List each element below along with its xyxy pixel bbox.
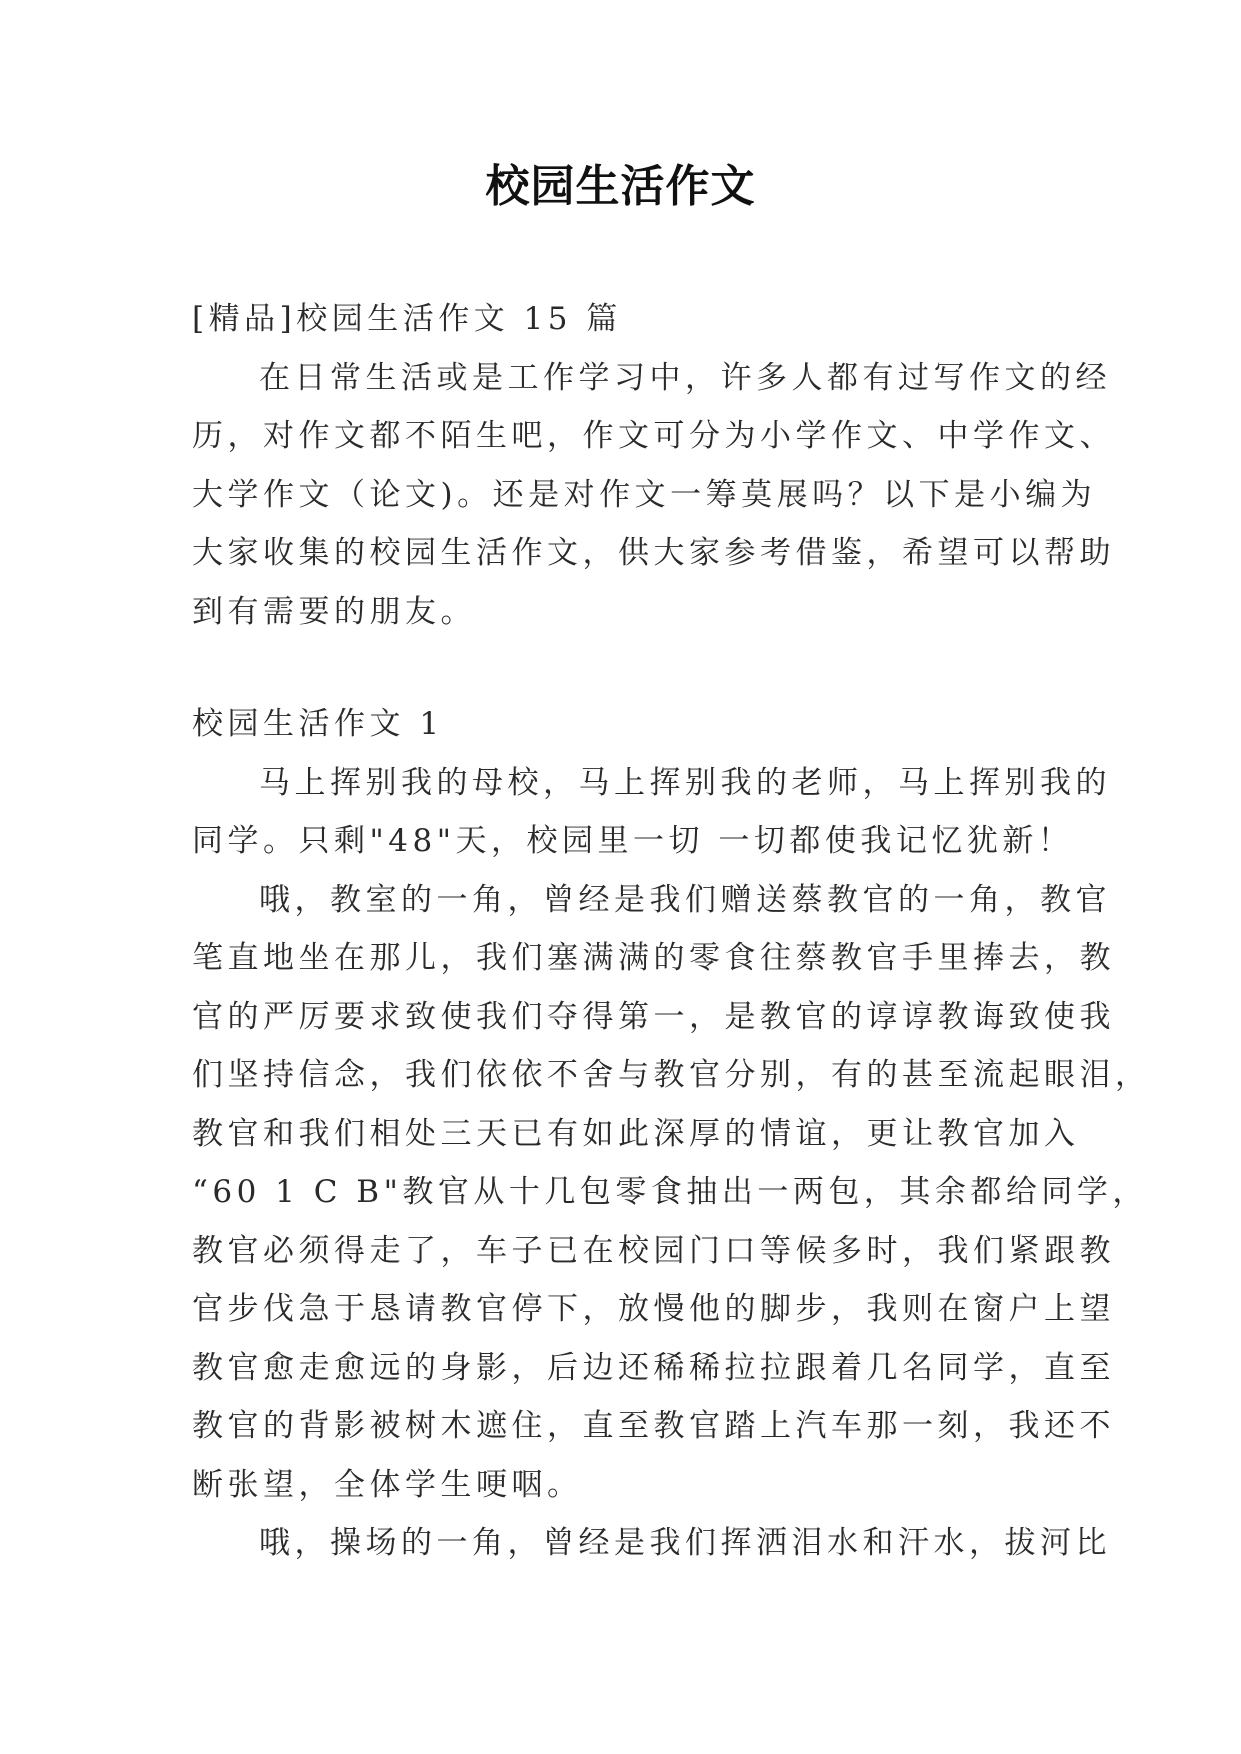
paragraph-line: 笔直地坐在那儿，我们塞满满的零食往蔡教官手里捧去，教: [192, 940, 1115, 976]
intro-line: 大家收集的校园生活作文，供大家参考借鉴，希望可以帮助: [192, 535, 1115, 571]
intro-line: 大学作文（论文)。还是对作文一筹莫展吗？以下是小编为: [192, 476, 1097, 513]
intro-section: [192, 290, 1115, 641]
paragraph-line: 教官和我们相处三天已有如此深厚的情谊，更让教官加入: [192, 1115, 1080, 1152]
paragraph-line: 们坚持信念，我们依依不舍与教官分别，有的甚至流起眼泪，: [192, 1057, 1151, 1093]
document-title: 校园生活作文: [485, 161, 756, 212]
intro-line: 历，对作文都不陌生吧，作文可分为小学作文、中学作文、: [192, 418, 1115, 454]
paragraph-line: 官的严厉要求致使我们夺得第一，是教官的谆谆教诲致使我: [192, 998, 1115, 1035]
paragraph-line: 哦，操场的一角，曾经是我们挥洒泪水和汗水，拔河比: [259, 1525, 1111, 1561]
intro-heading: [精品]校园生活作文 15 篇: [192, 301, 622, 337]
paragraph-line: 官步伐急于恳请教官停下，放慢他的脚步，我则在窗户上望: [192, 1291, 1115, 1327]
essay-heading: 校园生活作文 1: [192, 706, 444, 742]
paragraph-line: 断张望，全体学生哽咽。: [192, 1466, 583, 1503]
paragraph-line: 教官的背影被树木遮住，直至教官踏上汽车那一刻，我还不: [192, 1408, 1115, 1444]
paragraph-line: 教官愈走愈远的身影，后边还稀稀拉拉跟着几名同学，直至: [192, 1349, 1115, 1386]
paragraph-line: 教官必须得走了，车子已在校园门口等候多时，我们紧跟教: [192, 1232, 1115, 1269]
intro-line: 到有需要的朋友。: [192, 593, 476, 630]
paragraph-line: 马上挥别我的母校，马上挥别我的老师，马上挥别我的: [259, 764, 1111, 801]
paragraph-line: “60 1 C B"教官从十几包零食抽出一两包，其余都给同学，: [192, 1174, 1148, 1210]
paragraph-line: 同学。只剩"48"天，校园里一切 一切都使我记忆犹新！: [192, 823, 1074, 859]
paragraph-line: 哦，教室的一角，曾经是我们赠送蔡教官的一角，教官: [259, 881, 1111, 918]
essay-section: [192, 695, 1151, 1573]
intro-line: 在日常生活或是工作学习中，许多人都有过写作文的经: [259, 359, 1111, 396]
